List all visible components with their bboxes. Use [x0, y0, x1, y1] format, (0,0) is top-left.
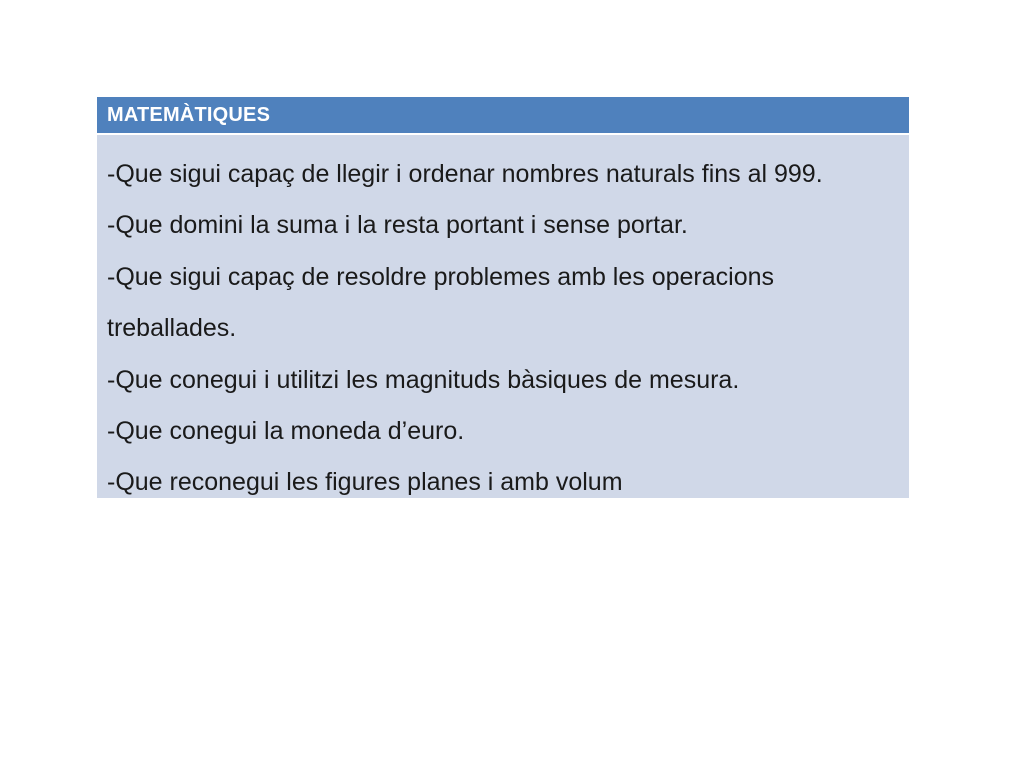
objective-line: -Que sigui capaç de resoldre problemes amb les operacions: [107, 262, 775, 291]
table-body: [97, 135, 909, 498]
objective-line: -Que domini la suma i la resta portant i sense portar.: [107, 211, 688, 240]
table-header-title: MATEMÀTIQUES: [107, 103, 271, 126]
table-header: [97, 97, 909, 135]
objective-line: treballades.: [107, 314, 237, 343]
objective-line: -Que conegui i utilitzi les magnituds bàsiques de mesura.: [107, 365, 740, 394]
objective-line: -Que reconegui les figures planes i amb volum: [107, 468, 623, 497]
objectives-table: [97, 97, 909, 498]
objective-line: -Que sigui capaç de llegir i ordenar nombres naturals fins al 999.: [107, 160, 823, 188]
objective-line: -Que conegui la moneda d’euro.: [107, 416, 465, 445]
